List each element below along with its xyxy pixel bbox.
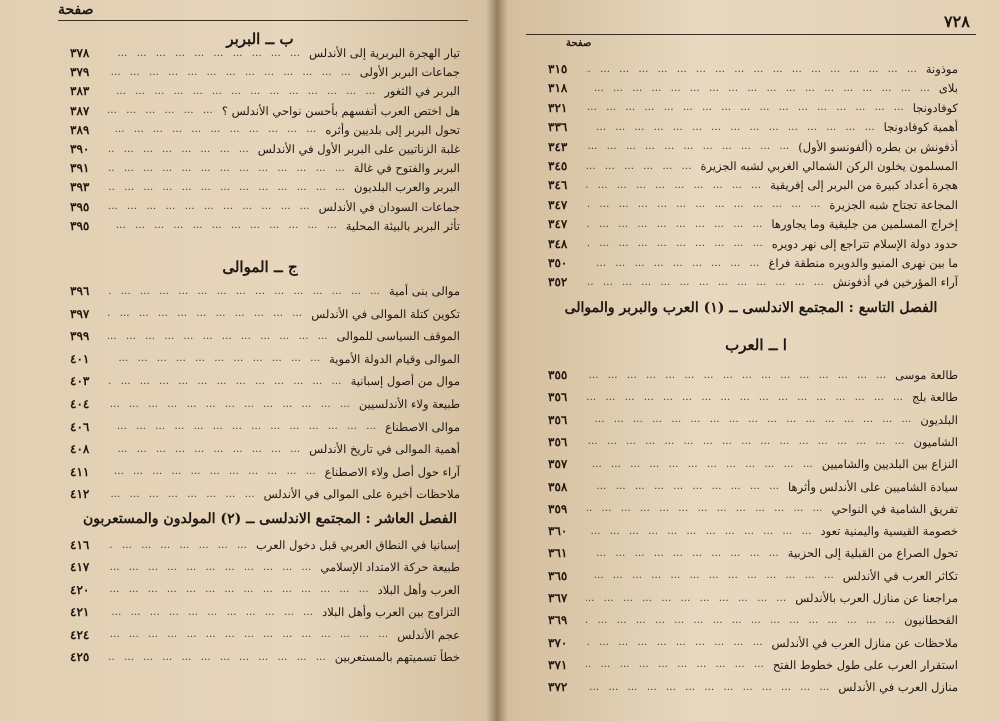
toc-entry [548, 478, 958, 496]
toc-entry-title: طبيعة ولاء الأندلسيين [358, 397, 460, 411]
toc-page-number: ٣٧٩ [70, 65, 90, 80]
toc-entry [548, 589, 958, 607]
toc-page-number: ٣٨٩ [70, 122, 90, 137]
toc-page-number: ٤٠٣ [70, 374, 90, 389]
toc-entry-title: استقرار العرب على طول خطوط الفتح [772, 657, 958, 672]
toc-page-number: ٣٤٦ [548, 178, 568, 193]
toc-entry-title: طالعة موسى [895, 368, 958, 382]
toc-entry-title: آراء حول أصل ولاء الاصطناع [324, 464, 460, 479]
toc-entry [70, 282, 460, 300]
toc-entry-title: تفريق الشامية في النواحي [831, 501, 958, 516]
toc-page-number: ٣٥٥ [548, 368, 568, 382]
toc-entry [548, 388, 958, 406]
toc-entry-title: طبيعة حركة الامتداد الإسلامي [320, 560, 460, 575]
toc-entry-title: ملاحظات عن منازل العرب في الأندلس [771, 635, 958, 650]
page-column-header: صفحة [566, 38, 592, 49]
toc-entry-title: العرب وأهل البلاد [377, 582, 460, 597]
toc-page-number: ٣٦١ [548, 546, 568, 561]
dot-leader [108, 584, 372, 595]
dot-leader [586, 219, 765, 230]
toc-page-number: ٣٩٥ [70, 199, 90, 214]
toc-entry-title: موذونة [925, 62, 958, 76]
dot-leader [586, 503, 826, 514]
toc-entry-title: طالعة بلج [912, 390, 958, 405]
toc-entry-title: عجم الأندلس [397, 627, 460, 642]
toc-entry [70, 440, 460, 458]
dot-leader [108, 376, 345, 387]
toc-page-number: ٣٧٠ [548, 635, 568, 650]
toc-entry [548, 79, 958, 97]
toc-page-number: ٣٤٨ [548, 236, 568, 251]
header-rule [526, 34, 976, 35]
dot-leader [586, 83, 933, 94]
toc-entry-title: تحول البربر إلى بلديين وأثره [325, 122, 460, 137]
toc-page-number: ٣١٨ [548, 81, 568, 96]
toc-page-number: ٤٠١ [70, 351, 90, 366]
dot-leader [108, 220, 340, 231]
dot-leader [586, 392, 906, 403]
dot-leader [108, 144, 252, 155]
toc-entry [70, 82, 460, 100]
toc-page-number: ٤٢١ [70, 605, 90, 620]
toc-entry-title: سيادة الشاميين على الأندلس وأثرها [788, 479, 958, 494]
dot-leader [586, 637, 766, 648]
toc-entry [548, 196, 958, 214]
toc-entry [548, 567, 958, 585]
chapter-title-nine: الفصل التاسع : المجتمع الاندلسى ــ (١) العرب والبربر والموالى [564, 300, 938, 316]
dot-leader [586, 548, 782, 559]
dot-leader [108, 67, 354, 78]
toc-page-number: ٣٣٦ [548, 120, 568, 135]
toc-entry-title: منازل العرب في الأندلس [838, 680, 958, 695]
toc-entry [70, 395, 460, 413]
toc-entry [70, 485, 460, 503]
toc-entry-title: البربر في الثغور [384, 84, 460, 99]
toc-page-number: ٣٥٢ [548, 275, 568, 290]
dot-leader [586, 258, 763, 269]
toc-page-number: ٣٦٥ [548, 568, 568, 583]
toc-page-number: ٣٤٣ [548, 139, 568, 154]
toc-page-number: ٣٦٩ [548, 613, 568, 628]
toc-page-number: ٣٩٦ [70, 284, 90, 298]
toc-entry-title: أهمية كوفادونجا [883, 120, 958, 135]
dot-leader [586, 180, 764, 191]
toc-entry-title: جماعات البربر الأولى [359, 65, 460, 80]
toc-entry [548, 273, 958, 291]
toc-entry-title: تحول الصراع من القبلية إلى الحزبية [787, 546, 958, 561]
toc-entry [548, 634, 958, 652]
dot-leader [586, 414, 914, 425]
dot-leader [108, 489, 258, 500]
toc-entry [70, 603, 460, 621]
toc-entry [70, 305, 460, 323]
toc-entry [548, 60, 958, 78]
toc-entry [70, 198, 460, 216]
toc-page-number: ٣٧١ [548, 657, 568, 672]
dot-leader [108, 399, 353, 410]
toc-page-number: ٣٩٩ [70, 329, 90, 344]
toc-entry-title: أهمية الموالى في تاريخ الأندلس [309, 442, 460, 457]
toc-page-number: ٤١١ [70, 464, 90, 479]
dot-leader [108, 105, 216, 116]
dot-leader [108, 201, 313, 212]
dot-leader [586, 370, 889, 381]
toc-entry-title: تكوين كتلة الموالى في الأندلس [311, 306, 460, 321]
dot-leader [586, 526, 815, 537]
toc-entry [548, 254, 958, 272]
dot-leader [108, 182, 348, 193]
dot-leader [586, 277, 827, 288]
toc-entry-title: هجرة أعداد كبيرة من البربر إلى إفريقية [770, 178, 958, 193]
dot-leader [586, 459, 816, 470]
toc-page-number: ٣٩٧ [70, 306, 90, 321]
right-page [496, 0, 1000, 721]
toc-entry-title: أذفونش بن بطره (ألفونسو الأول) [798, 139, 958, 154]
dot-leader [108, 48, 303, 59]
toc-page-number: ٤٢٤ [70, 627, 90, 642]
book-gutter [486, 0, 508, 721]
section-title-mawali: ج ــ الموالى [222, 258, 298, 276]
toc-entry-title: بلاى [938, 81, 958, 96]
chapter-title-ten: الفصل العاشر : المجتمع الاندلسى ــ (٢) المولدون والمستعربون [82, 511, 458, 527]
dot-leader [108, 466, 319, 477]
toc-entry-title: الموالى وقيام الدولة الأموية [329, 351, 460, 366]
toc-entry-title: جماعات السودان في الأندلس [318, 199, 460, 214]
toc-entry [70, 648, 460, 666]
toc-page-number: ٤٠٤ [70, 397, 90, 411]
toc-page-number: ٣٥٦ [548, 390, 568, 405]
toc-page-number: ٣٩٠ [70, 142, 90, 156]
toc-entry-title: إسبانيا في النطاق العربي قبل دخول العرب [255, 538, 460, 552]
toc-page-number: ٣٩١ [70, 161, 90, 176]
toc-entry [70, 178, 460, 196]
toc-page-number: ٣٢١ [548, 100, 568, 115]
toc-entry [548, 235, 958, 253]
section-title-arabs: ا ــ العرب [725, 336, 787, 354]
toc-page-number: ٣٨٣ [70, 84, 90, 99]
dot-leader [108, 331, 331, 342]
toc-page-number: ٣٩٣ [70, 180, 90, 195]
toc-page-number: ٣٤٧ [548, 197, 568, 212]
folio-number: ٧٢٨ [944, 12, 970, 31]
dot-leader [108, 353, 323, 364]
toc-entry-title: تيار الهجرة البربرية إلى الأندلس [308, 46, 460, 60]
toc-page-number: ٣٦٧ [548, 591, 568, 605]
toc-entry [70, 327, 460, 345]
toc-entry-title: حدود دولة الإسلام تتراجع إلى نهر دويره [771, 236, 958, 251]
toc-entry-title: موالى بنى أمية [389, 284, 460, 298]
toc-page-number: ٣١٥ [548, 62, 568, 76]
toc-entry-title: التزاوج بين العرب وأهل البلاد [322, 605, 460, 620]
toc-entry [548, 522, 958, 540]
toc-entry-title: إخراج المسلمين من جليقية وما يجاورها [771, 217, 958, 232]
toc-entry-title: خصومة القيسية واليمنية تعود [820, 524, 958, 539]
toc-page-number: ٣٥٩ [548, 501, 568, 516]
toc-entry-title: البربر والفتوح في غالة [353, 161, 460, 176]
dot-leader [108, 421, 379, 432]
dot-leader [586, 682, 832, 693]
toc-page-number: ٤٢٠ [70, 582, 90, 597]
toc-entry-title: ملاحظات أخيرة على الموالى في الأندلس [263, 487, 460, 502]
toc-page-number: ٤١٧ [70, 560, 90, 575]
dot-leader [108, 308, 305, 319]
toc-entry [548, 433, 958, 451]
toc-entry [70, 463, 460, 481]
toc-entry-title: البربر والعرب البلديون [354, 180, 460, 195]
toc-entry [70, 159, 460, 177]
dot-leader [108, 444, 303, 455]
toc-entry-title: النزاع بين البلديين والشاميين [821, 457, 958, 472]
toc-entry [548, 118, 958, 136]
dot-leader [586, 161, 695, 172]
toc-entry-title: هل اختص العرب أنفسهم بأحسن نواحي الأندلس ؟ [221, 103, 460, 118]
toc-page-number: ٤٠٨ [70, 442, 90, 457]
toc-entry [70, 418, 460, 436]
toc-page-number: ٤١٢ [70, 487, 90, 502]
toc-entry [548, 138, 958, 156]
toc-entry [70, 558, 460, 576]
toc-entry-title: الموقف السياسى للموالى [336, 329, 460, 344]
toc-page-number: ٣٨٧ [70, 103, 90, 118]
toc-entry [548, 455, 958, 473]
toc-entry [548, 544, 958, 562]
dot-leader [586, 122, 878, 133]
toc-entry-title: المجاعة تجتاح شبه الجزيرة [829, 197, 958, 212]
dot-leader [586, 102, 907, 113]
toc-entry-title: موال من أصول إسبانية [350, 374, 460, 389]
toc-entry-title: موالى الاصطناع [385, 419, 460, 434]
toc-entry [70, 626, 460, 644]
toc-page-number: ٣٤٥ [548, 159, 568, 173]
dot-leader [108, 163, 348, 174]
toc-entry [70, 350, 460, 368]
toc-entry-title: ما بين نهرى المنيو والدويره منطقة فراغ [768, 256, 958, 270]
toc-page-number: ٤٢٥ [70, 650, 90, 664]
toc-entry-title: الشاميون [913, 434, 958, 449]
toc-page-number: ٣٦٠ [548, 524, 568, 539]
toc-entry-title: كوفادونجا [912, 100, 958, 115]
dot-leader [108, 607, 316, 618]
toc-entry [70, 217, 460, 235]
toc-entry-title: خطأ تسميتهم بالمستعربين [334, 650, 460, 664]
toc-entry-title: غلبة الزناتيين على البربر الأول في الأندلس [257, 142, 460, 156]
dot-leader [108, 652, 329, 663]
toc-entry [70, 581, 460, 599]
header-rule [58, 20, 468, 21]
toc-page-number: ٤١٦ [70, 538, 90, 552]
toc-entry [548, 99, 958, 117]
section-title-berbers: ب ــ البربر [226, 30, 294, 48]
dot-leader [108, 286, 383, 297]
toc-entry-title: القحطانيون [904, 613, 958, 628]
toc-entry [548, 678, 958, 696]
toc-entry [70, 372, 460, 390]
toc-entry [70, 44, 460, 62]
dot-leader [586, 615, 898, 626]
dot-leader [586, 64, 920, 75]
toc-entry-title: تأثر البربر بالبيئة المحلية [345, 218, 460, 233]
toc-entry-title: المسلمون يخلون الركن الشمالي الغربي لشبه الجزيرة [700, 159, 958, 173]
toc-entry [70, 121, 460, 139]
toc-page-number: ٣٥٠ [548, 256, 568, 270]
toc-entry-title: تكاثر العرب في الأندلس [842, 568, 958, 583]
toc-entry [548, 215, 958, 233]
left-page [0, 0, 496, 721]
toc-page-number: ٣٩٥ [70, 218, 90, 233]
toc-entry-title: البلديون [920, 412, 958, 427]
dot-leader [586, 659, 767, 670]
toc-page-number: ٣٧٢ [548, 680, 568, 695]
toc-page-number: ٣٥٨ [548, 479, 568, 494]
toc-page-number: ٤٠٦ [70, 419, 90, 434]
dot-leader [108, 562, 314, 573]
toc-entry [548, 411, 958, 429]
dot-leader [586, 593, 789, 604]
toc-page-number: ٣٥٦ [548, 434, 568, 449]
dot-leader [586, 141, 792, 152]
toc-entry [70, 63, 460, 81]
toc-entry [548, 157, 958, 175]
page-column-header: صفحة [58, 2, 94, 18]
toc-entry [70, 140, 460, 158]
toc-entry [548, 500, 958, 518]
toc-page-number: ٣٥٦ [548, 412, 568, 427]
toc-page-number: ٣٤٧ [548, 217, 568, 232]
toc-entry [70, 102, 460, 120]
dot-leader [586, 570, 837, 581]
toc-entry [548, 611, 958, 629]
dot-leader [108, 629, 391, 640]
dot-leader [108, 540, 250, 551]
dot-leader [108, 124, 319, 135]
dot-leader [586, 238, 766, 249]
toc-entry-title: مراجعنا عن منازل العرب بالأندلس [795, 591, 958, 605]
dot-leader [586, 199, 823, 210]
dot-leader [108, 86, 378, 97]
toc-page-number: ٣٥٧ [548, 457, 568, 472]
toc-entry [548, 176, 958, 194]
dot-leader [586, 436, 908, 447]
toc-entry [70, 536, 460, 554]
toc-entry-title: آراء المؤرخين في أذفونش [832, 275, 958, 290]
toc-entry [548, 656, 958, 674]
toc-page-number: ٣٧٨ [70, 46, 90, 60]
toc-entry [548, 366, 958, 384]
dot-leader [586, 481, 782, 492]
